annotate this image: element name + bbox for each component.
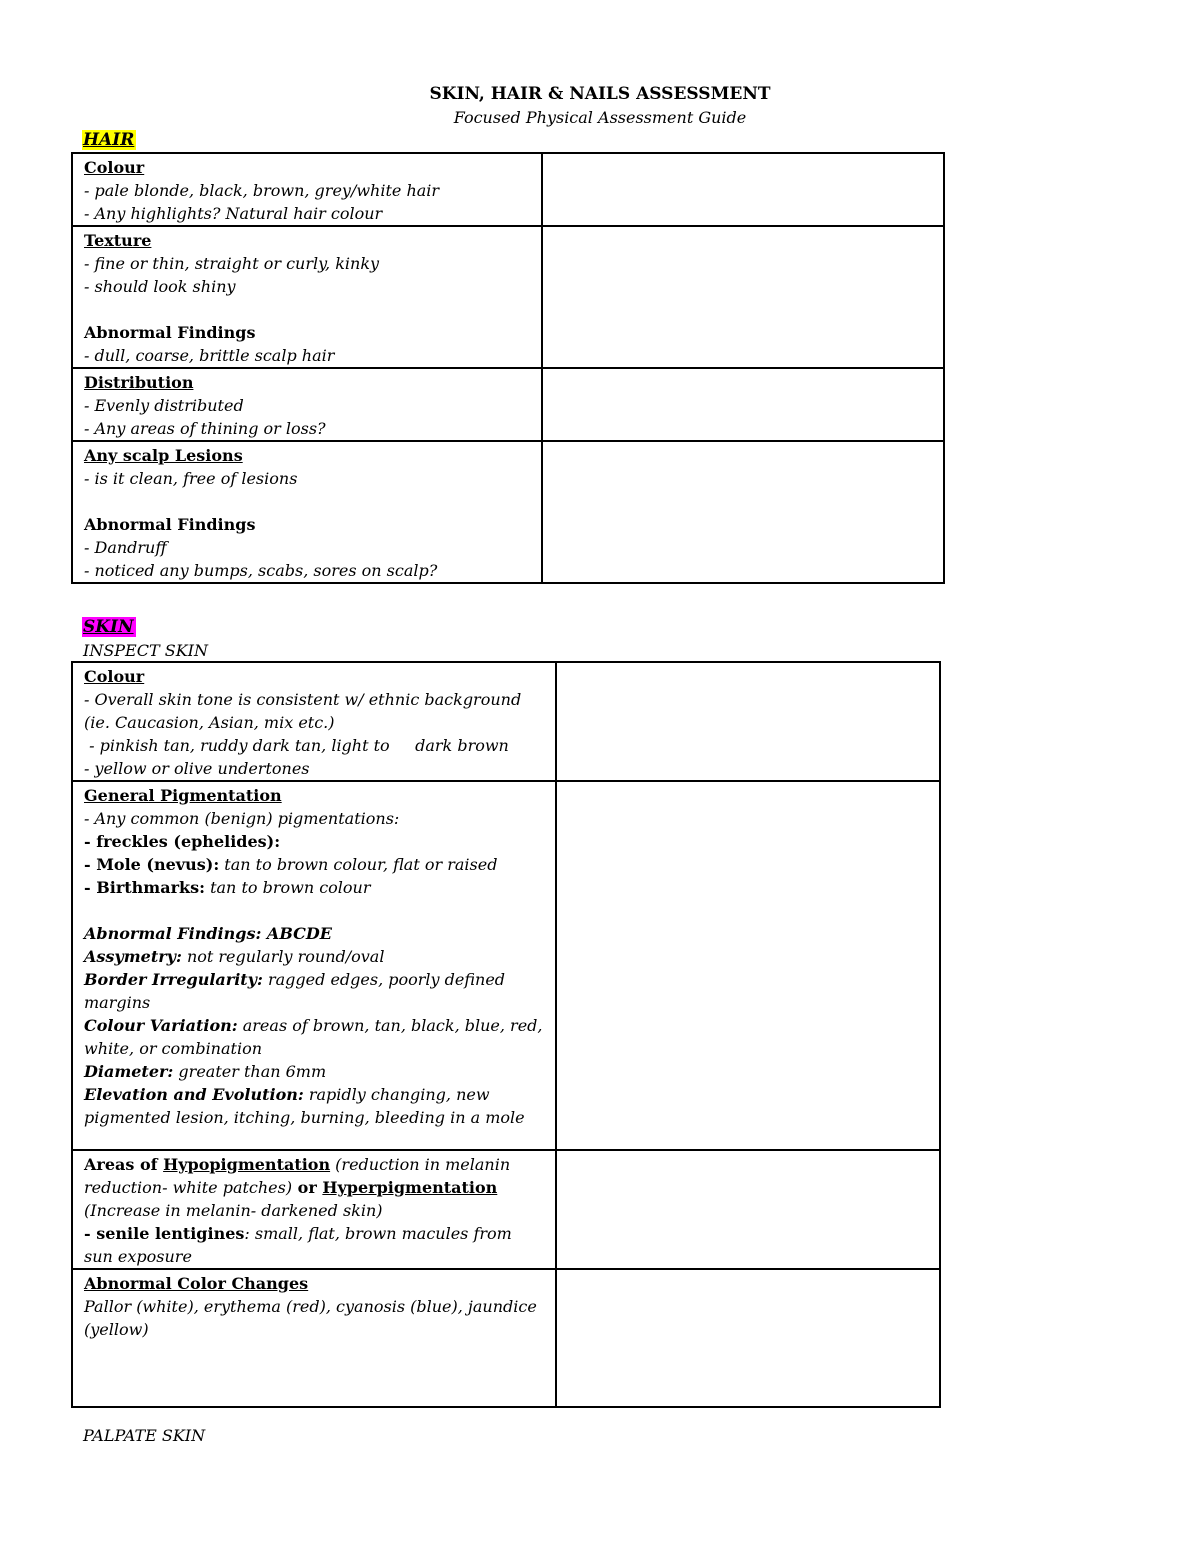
row-heading: Texture bbox=[84, 231, 152, 250]
mole-text: tan to brown colour, flat or raised bbox=[219, 855, 498, 874]
table-row bbox=[72, 781, 940, 1150]
hair-colour-cell bbox=[72, 153, 542, 226]
notes-cell[interactable] bbox=[542, 368, 944, 441]
skin-colour-cell bbox=[72, 662, 556, 781]
row-text: Pallor (white), erythema (red), cyanosis (blue), jaundice (yellow) bbox=[84, 1297, 537, 1339]
abnormal-findings-heading: Abnormal Findings bbox=[84, 515, 256, 534]
birthmarks-label: - Birthmarks: bbox=[84, 878, 205, 897]
inspect-skin-label: INSPECT SKIN bbox=[83, 641, 208, 660]
skin-color-changes-cell bbox=[72, 1269, 556, 1407]
notes-cell[interactable] bbox=[542, 153, 944, 226]
abcde-item: Border Irregularity: ragged edges, poorly defined margins bbox=[84, 970, 506, 1012]
row-text: - pale blonde, black, brown, grey/white hair bbox=[84, 181, 440, 200]
row-text: - Dandruff bbox=[84, 538, 167, 557]
abcde-item: Assymetry: not regularly round/oval bbox=[84, 947, 385, 966]
mole-label: - Mole (nevus): bbox=[84, 855, 220, 874]
skin-pigmentation-cell bbox=[72, 781, 556, 1150]
hypopigmentation-label: Hypopigmentation bbox=[163, 1155, 331, 1174]
row-text: - Any areas of thining or loss? bbox=[84, 419, 326, 438]
senile-lentigines-label: - senile lentigines bbox=[84, 1224, 245, 1243]
hair-texture-cell bbox=[72, 226, 542, 368]
or-label: or bbox=[292, 1178, 323, 1197]
row-heading: Abnormal Color Changes bbox=[84, 1274, 309, 1293]
hair-assessment-table bbox=[71, 152, 945, 584]
skin-assessment-table bbox=[71, 661, 941, 1408]
table-row bbox=[72, 662, 940, 781]
notes-cell[interactable] bbox=[556, 1150, 940, 1269]
hypopigmentation-desc: (reduction in melanin reduction- white patches) bbox=[84, 1155, 511, 1197]
notes-cell[interactable] bbox=[542, 441, 944, 583]
row-text: (ie. Caucasion, Asian, mix etc.) bbox=[84, 713, 335, 732]
areas-of-label: Areas of bbox=[84, 1155, 164, 1174]
abcde-item: Colour Variation: areas of brown, tan, black, blue, red, white, or combination bbox=[84, 1016, 543, 1058]
row-text: - yellow or olive undertones bbox=[84, 759, 310, 778]
row-text: - dull, coarse, brittle scalp hair bbox=[84, 346, 335, 365]
row-text: - pinkish tan, ruddy dark tan, light to dark brown bbox=[84, 736, 509, 755]
skin-section-label: SKIN bbox=[83, 617, 134, 637]
row-text: - noticed any bumps, scabs, sores on scalp? bbox=[84, 561, 438, 580]
birthmarks-text: tan to brown colour bbox=[205, 878, 371, 897]
abcde-heading: Abnormal Findings: ABCDE bbox=[84, 924, 332, 943]
row-text: - is it clean, free of lesions bbox=[84, 469, 298, 488]
abcde-item: Diameter: greater than 6mm bbox=[84, 1062, 327, 1081]
abcde-item: Elevation and Evolution: rapidly changing, new pigmented lesion, itching, burning, bleeding in a mole bbox=[84, 1085, 525, 1127]
skin-hypo-hyper-cell bbox=[72, 1150, 556, 1269]
row-text: - Overall skin tone is consistent w/ ethnic background bbox=[84, 690, 522, 709]
abnormal-findings-heading: Abnormal Findings bbox=[84, 323, 256, 342]
notes-cell[interactable] bbox=[542, 226, 944, 368]
notes-cell[interactable] bbox=[556, 781, 940, 1150]
document-title: SKIN, HAIR & NAILS ASSESSMENT bbox=[429, 84, 771, 104]
palpate-skin-label: PALPATE SKIN bbox=[83, 1426, 206, 1445]
hair-section-label: HAIR bbox=[83, 130, 135, 150]
row-text: - fine or thin, straight or curly, kinky bbox=[84, 254, 380, 273]
row-text: - Any highlights? Natural hair colour bbox=[84, 204, 383, 223]
table-row bbox=[72, 1150, 940, 1269]
row-text: - should look shiny bbox=[84, 277, 236, 296]
table-row bbox=[72, 153, 944, 226]
notes-cell[interactable] bbox=[556, 662, 940, 781]
row-heading: Any scalp Lesions bbox=[84, 446, 243, 465]
table-row bbox=[72, 368, 944, 441]
senile-lentigines-text: : small, flat, brown macules from sun exposure bbox=[84, 1224, 512, 1266]
row-text: - Evenly distributed bbox=[84, 396, 244, 415]
row-heading: Colour bbox=[84, 667, 145, 686]
hair-scalp-lesions-cell bbox=[72, 441, 542, 583]
freckles-label: - freckles (ephelides): bbox=[84, 832, 281, 851]
table-row bbox=[72, 441, 944, 583]
row-text: - Any common (benign) pigmentations: bbox=[84, 809, 400, 828]
hyperpigmentation-desc: (Increase in melanin- darkened skin) bbox=[84, 1201, 383, 1220]
notes-cell[interactable] bbox=[556, 1269, 940, 1407]
hyperpigmentation-label: Hyperpigmentation bbox=[322, 1178, 498, 1197]
row-heading: Distribution bbox=[84, 373, 194, 392]
table-row bbox=[72, 1269, 940, 1407]
document-subtitle: Focused Physical Assessment Guide bbox=[453, 108, 747, 127]
table-row bbox=[72, 226, 944, 368]
row-heading: Colour bbox=[84, 158, 145, 177]
hair-distribution-cell bbox=[72, 368, 542, 441]
row-heading: General Pigmentation bbox=[84, 786, 282, 805]
